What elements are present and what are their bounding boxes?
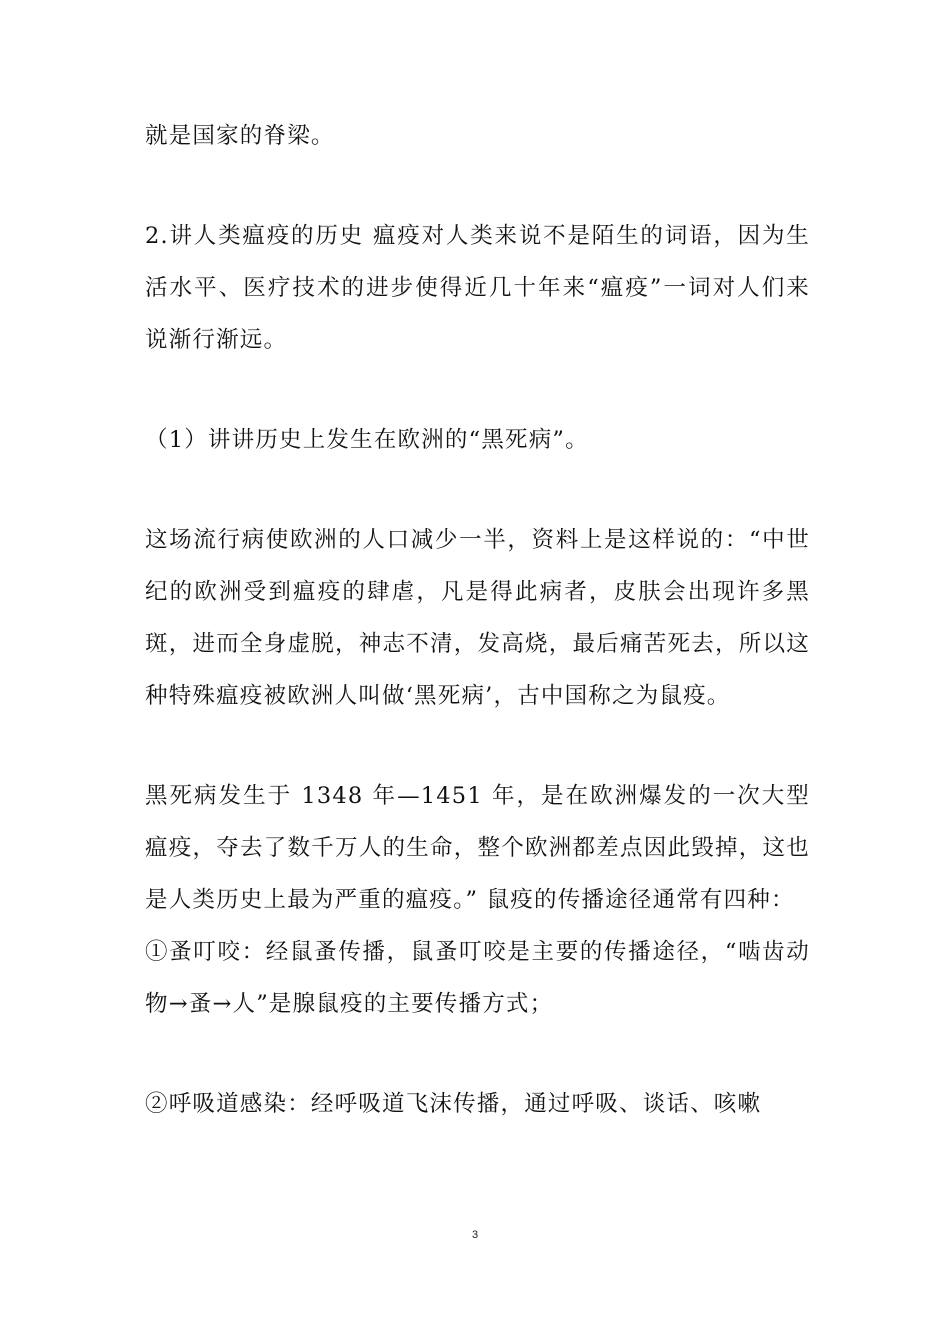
- paragraph-spacer: [145, 466, 810, 514]
- paragraph-2: 2.讲人类瘟疫的历史 瘟疫对人类来说不是陌生的词语，因为生活水平、医疗技术的进步使得近几十年来“瘟疫”一词对人们来说渐行渐远。: [145, 223, 810, 353]
- paragraph-1: 就是国家的脊梁。: [145, 123, 335, 149]
- document-body: [145, 110, 810, 1130]
- paragraph-spacer: [145, 366, 810, 414]
- page-number: 3: [471, 1229, 479, 1241]
- paragraph-7: ②呼吸道感染：经呼吸道飞沫传播，通过呼吸、谈话、咳嗽: [145, 1091, 762, 1117]
- paragraph-4: 这场流行病使欧洲的人口减少一半，资料上是这样说的：“中世纪的欧洲受到瘟疫的肆虐，凡是得此病者，皮肤会出现许多黑斑，进而全身虚脱，神志不清，发高烧，最后痛苦死去，所以这种特殊瘟疫被欧洲人叫做‘黑死病’，古中国称之为鼠疫。: [145, 527, 810, 709]
- paragraph-spacer: [145, 722, 810, 770]
- paragraph-6: ①蚤叮咬：经鼠蚤传播，鼠蚤叮咬是主要的传播途径，“啮齿动物→蚤→人”是腺鼠疫的主要传播方式；: [145, 939, 810, 1017]
- paragraph-spacer: [145, 162, 810, 210]
- paragraph-spacer: [145, 1030, 810, 1078]
- paragraph-3: （1）讲讲历史上发生在欧洲的“黑死病”。: [145, 427, 589, 453]
- paragraph-5: 黑死病发生于 1348 年—1451 年，是在欧洲爆发的一次大型瘟疫，夺去了数千万人的生命，整个欧洲都差点因此毁掉，这也是人类历史上最为严重的瘟疫。” 鼠疫的传播途径通常有四种：: [145, 783, 810, 913]
